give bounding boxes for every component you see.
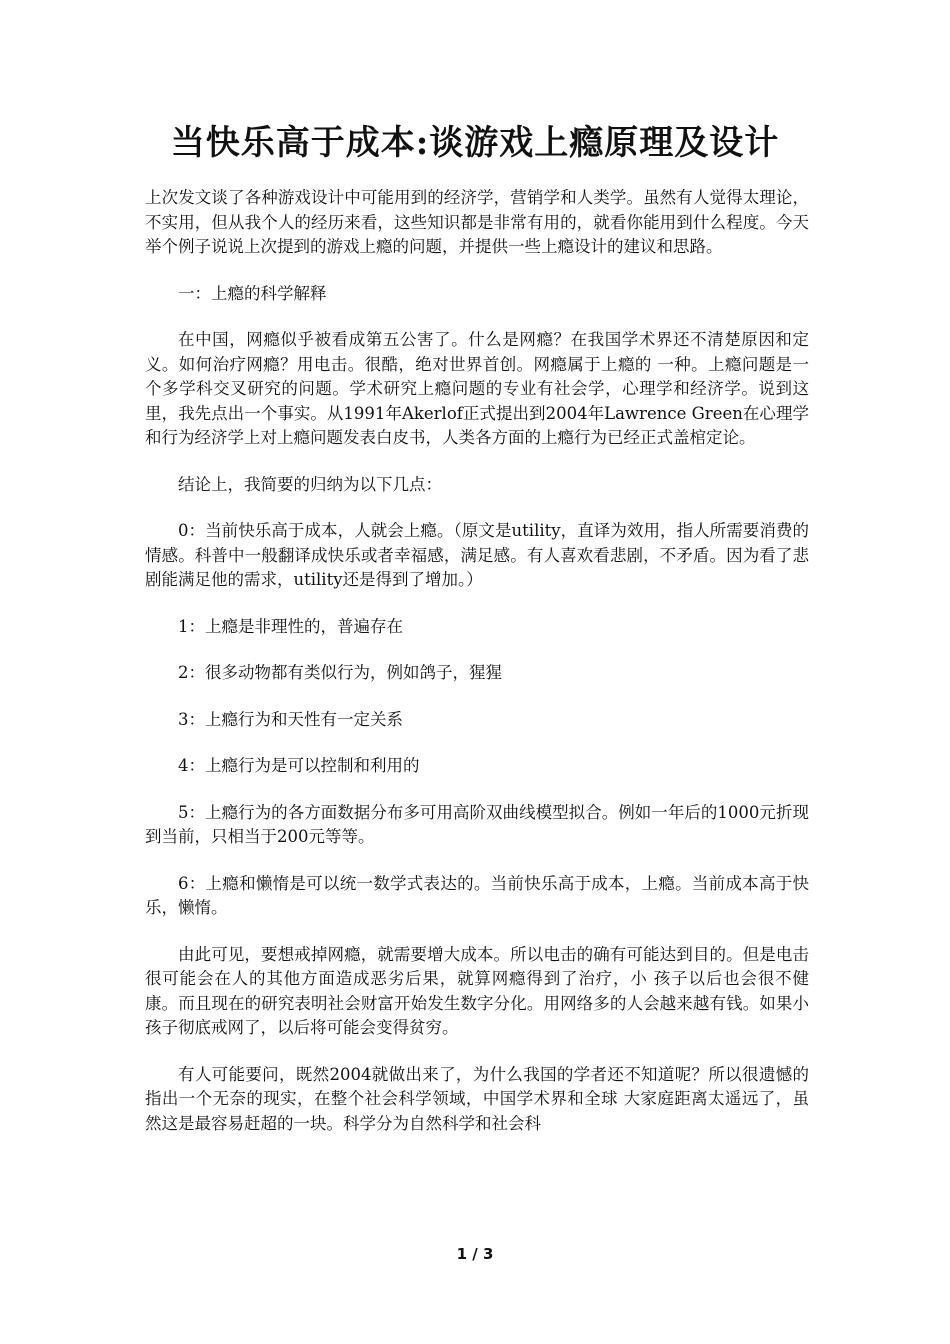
document-body bbox=[145, 186, 809, 1158]
paragraph: 有人可能要问，既然2004就做出来了，为什么我国的学者还不知道呢？所以很遗憾的指出一个无奈的现实，在整个社会科学领域，中国学术界和全球 大家庭距离太遥远了，虽然这是最容易赶超的一块。科学分为自然科学和社会科 bbox=[145, 1064, 809, 1133]
paragraph: 结论上，我简要的归纳为以下几点： bbox=[178, 474, 442, 494]
paragraph: 在中国，网瘾似乎被看成第五公害了。什么是网瘾？在我国学术界还不清楚原因和定义。如何治疗网瘾？用电击。很酷，绝对世界首创。网瘾属于上瘾的 一种。上瘾问题是一个多学科交叉研究的问题。学术研究上瘾问题的专业有社会学，心理学和经济学。说到这里，我先点出一个事实。从1991年Akerlof正式提出到2004年Lawrence Green在心理学和行为经济学上对上瘾问题发表白皮书，人类各方面的上瘾行为已经正式盖棺定论。 bbox=[145, 330, 809, 447]
list-item: 0：当前快乐高于成本，人就会上瘾。（原文是utility，直译为效用，指人所需要消费的情感。科普中一般翻译成快乐或者幸福感，满足感。有人喜欢看悲剧，不矛盾。因为看了悲剧能满足他的需求，utility还是得到了增加。） bbox=[145, 521, 809, 589]
list-item: 2：很多动物都有类似行为，例如鸽子，猩猩 bbox=[178, 663, 502, 682]
list-item: 3：上瘾行为和天性有一定关系 bbox=[178, 709, 403, 729]
paragraph: 由此可见，要想戒掉网瘾，就需要增大成本。所以电击的确有可能达到目的。但是电击很可能会在人的其他方面造成恶劣后果，就算网瘾得到了治疗，小 孩子以后也会很不健康。而且现在的研究表明社会财富开始发生数字分化。用网络多的人会越来越有钱。如果小孩子彻底戒网了，以后将可能会变得贫穷。 bbox=[145, 944, 809, 1037]
paragraph-intro: 上次发文谈了各种游戏设计中可能用到的经济学，营销学和人类学。虽然有人觉得太理论，不实用，但从我个人的经历来看，这些知识都是非常有用的，就看你能用到什么程度。今天举个例子说说上次提到的游戏上瘾的问题，并提供一些上瘾设计的建议和思路。 bbox=[145, 188, 809, 256]
document-title: 当快乐高于成本:谈游戏上瘾原理及设计 bbox=[170, 123, 780, 163]
section-heading: 一：上瘾的科学解释 bbox=[178, 283, 327, 303]
list-item: 1：上瘾是非理性的，普遍存在 bbox=[178, 616, 403, 636]
list-item: 4：上瘾行为是可以控制和利用的 bbox=[178, 756, 420, 775]
list-item: 5：上瘾行为的各方面数据分布多可用高阶双曲线模型拟合。例如一年后的1000元折现到当前，只相当于200元等等。 bbox=[145, 802, 809, 846]
page-number: 1 / 3 bbox=[456, 1245, 494, 1263]
list-item: 6：上瘾和懒惰是可以统一数学式表达的。当前快乐高于成本，上瘾。当前成本高于快乐，懒惰。 bbox=[145, 873, 809, 917]
